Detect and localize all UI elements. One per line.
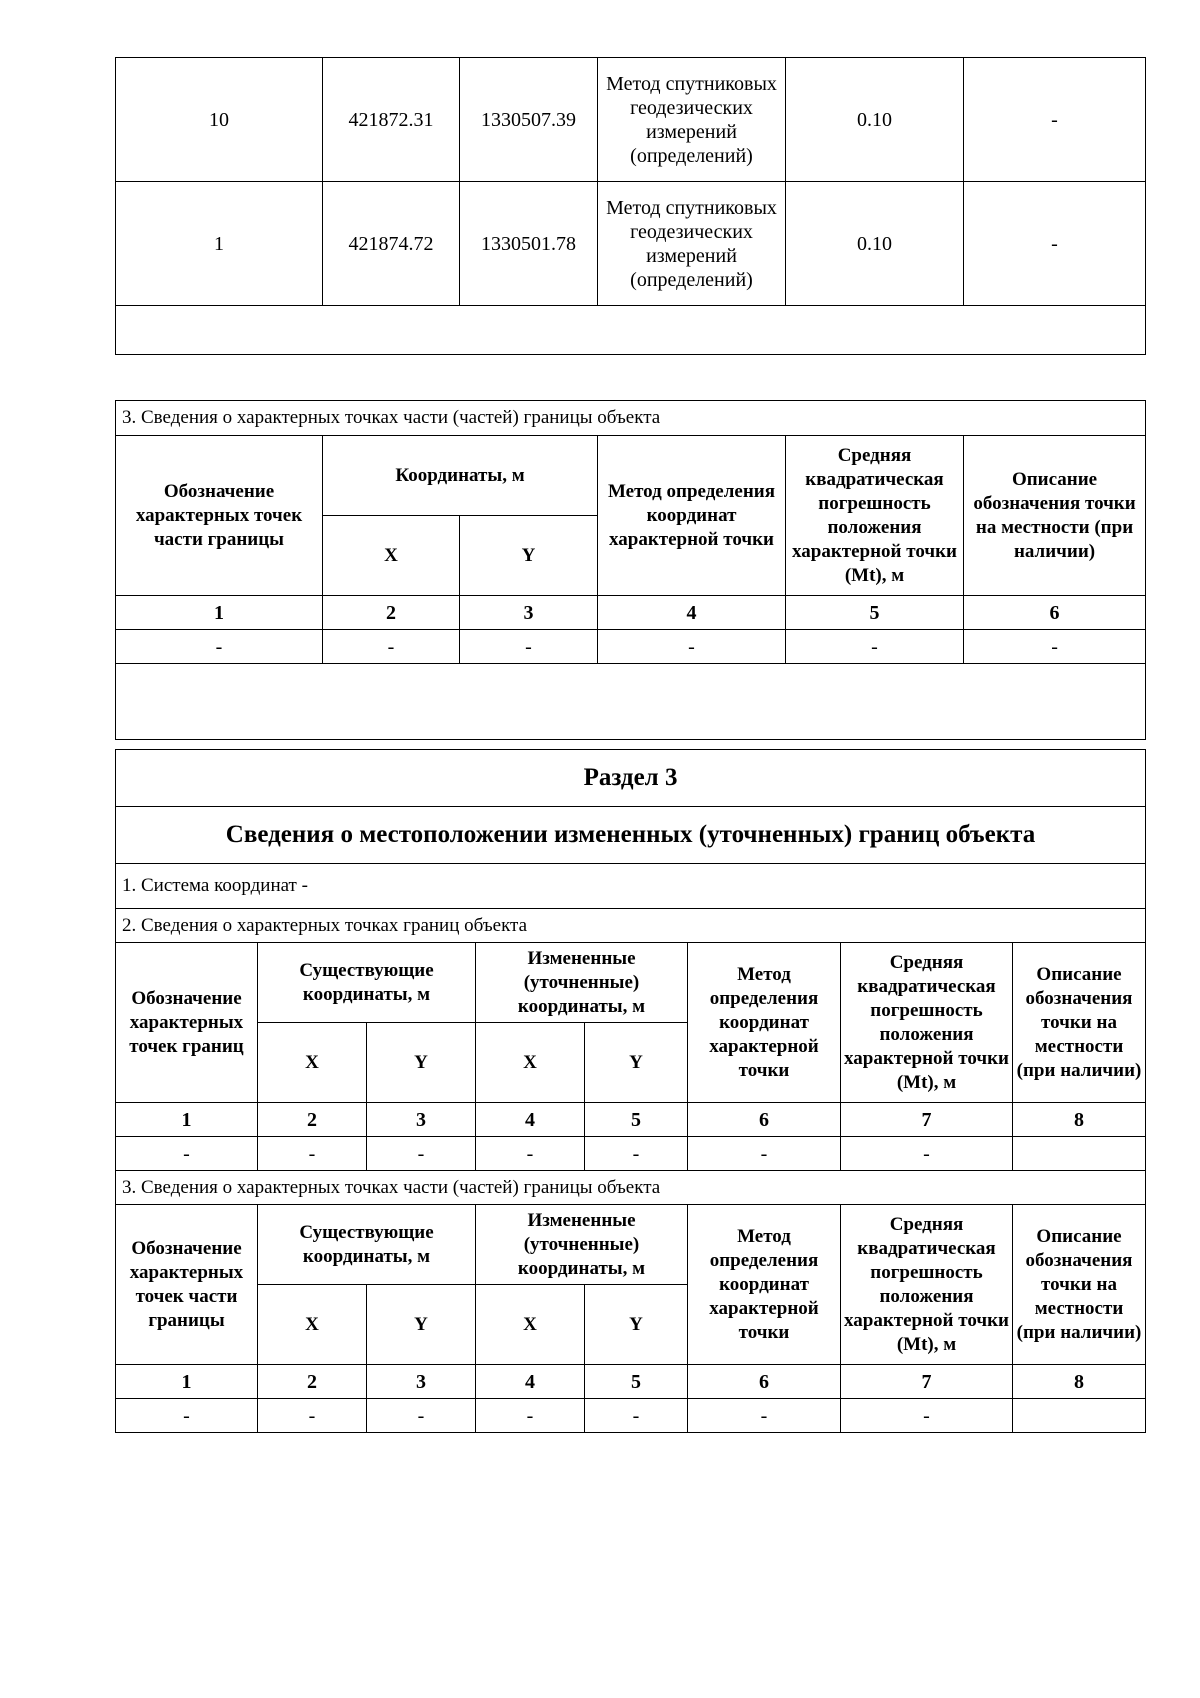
coord-y: 1330507.39 [460,58,598,182]
table-row [116,1399,1146,1433]
header-description: Описание обозначения точки на местности (при наличии) [964,436,1146,596]
method: Метод спутниковых геодезических измерений (определений) [598,182,786,306]
header-method: Метод определения координат характерной точки [688,1205,841,1365]
col-number: 2 [258,1365,367,1399]
table-row [116,630,1146,664]
empty-cell [116,306,1146,355]
coord-y: 1330501.78 [460,182,598,306]
cell-dash: - [460,630,598,664]
table-row [116,1137,1146,1171]
col-number: 4 [598,596,786,630]
header-description: Описание обозначения точки на местности (при наличии) [1013,1205,1146,1365]
header-method: Метод определения координат характерной точки [688,943,841,1103]
coord-x: 421874.72 [323,182,460,306]
header-coords: Координаты, м [323,436,598,516]
empty-row [116,306,1146,355]
point-number: 1 [116,182,323,306]
cell-dash: - [116,1399,258,1433]
header-y: Y [585,1285,688,1365]
cell-dash: - [841,1137,1013,1171]
header-y: Y [367,1023,476,1103]
points-title: 2. Сведения о характерных точках границ объекта [116,909,1146,943]
header-designation: Обозначение характерных точек части границы [116,436,323,596]
header-description: Описание обозначения точки на местности (при наличии) [1013,943,1146,1103]
header-existing-coords: Существующие координаты, м [258,1205,476,1285]
cell-dash: - [116,1137,258,1171]
col-number: 7 [841,1103,1013,1137]
cell-dash: - [367,1137,476,1171]
cell-dash: - [585,1399,688,1433]
col-number: 2 [323,596,460,630]
header-mt: Средняя квадратическая погрешность положения характерной точки (Mt), м [786,436,964,596]
col-number: 1 [116,596,323,630]
cell-dash: - [258,1137,367,1171]
header-designation: Обозначение характерных точек границ [116,943,258,1103]
col-number: 5 [786,596,964,630]
cell-empty [1013,1399,1146,1433]
cell-dash: - [598,630,786,664]
header-x: X [476,1285,585,1365]
part-table-title: 3. Сведения о характерных точках части (частей) границы объекта [116,401,1146,436]
description: - [964,58,1146,182]
mt-value: 0.10 [786,182,964,306]
header-changed-coords: Измененные (уточненные) координаты, м [476,1205,688,1285]
cell-dash: - [116,630,323,664]
points-continuation-table [115,57,1146,355]
cell-dash: - [476,1137,585,1171]
part-points-table [115,400,1146,740]
col-number: 1 [116,1103,258,1137]
column-numbers-row [116,596,1146,630]
section-title: Раздел 3 [116,750,1146,807]
cell-dash: - [323,630,460,664]
method: Метод спутниковых геодезических измерений (определений) [598,58,786,182]
cell-dash: - [964,630,1146,664]
cell-dash: - [367,1399,476,1433]
header-designation-part: Обозначение характерных точек части границы [116,1205,258,1365]
header-method: Метод определения координат характерной точки [598,436,786,596]
header-y: Y [460,516,598,596]
coord-x: 421872.31 [323,58,460,182]
cell-dash: - [258,1399,367,1433]
header-x: X [258,1023,367,1103]
col-number: 6 [964,596,1146,630]
table-row [116,58,1146,182]
col-number: 1 [116,1365,258,1399]
col-number: 4 [476,1103,585,1137]
column-numbers-row [116,1103,1146,1137]
cell-dash: - [688,1399,841,1433]
cell-dash: - [476,1399,585,1433]
part-points-title: 3. Сведения о характерных точках части (частей) границы объекта [116,1171,1146,1205]
point-number: 10 [116,58,323,182]
section3-table [115,749,1146,1433]
cell-dash: - [688,1137,841,1171]
col-number: 6 [688,1103,841,1137]
empty-cell [116,664,1146,740]
cell-empty [1013,1137,1146,1171]
col-number: 8 [1013,1103,1146,1137]
section-subtitle: Сведения о местоположении измененных (уточненных) границ объекта [116,807,1146,864]
column-numbers-row [116,1365,1146,1399]
header-x: X [323,516,460,596]
cell-dash: - [841,1399,1013,1433]
header-mt: Средняя квадратическая погрешность положения характерной точки (Mt), м [841,943,1013,1103]
col-number: 3 [460,596,598,630]
col-number: 6 [688,1365,841,1399]
coord-system: 1. Система координат - [116,864,1146,909]
header-mt: Средняя квадратическая погрешность положения характерной точки (Mt), м [841,1205,1013,1365]
col-number: 2 [258,1103,367,1137]
header-changed-coords: Измененные (уточненные) координаты, м [476,943,688,1023]
header-x: X [258,1285,367,1365]
table-row [116,182,1146,306]
col-number: 3 [367,1103,476,1137]
col-number: 8 [1013,1365,1146,1399]
col-number: 7 [841,1365,1013,1399]
header-existing-coords: Существующие координаты, м [258,943,476,1023]
header-x: X [476,1023,585,1103]
description: - [964,182,1146,306]
mt-value: 0.10 [786,58,964,182]
header-y: Y [585,1023,688,1103]
col-number: 5 [585,1103,688,1137]
col-number: 5 [585,1365,688,1399]
col-number: 4 [476,1365,585,1399]
col-number: 3 [367,1365,476,1399]
header-y: Y [367,1285,476,1365]
cell-dash: - [585,1137,688,1171]
empty-row [116,664,1146,740]
cell-dash: - [786,630,964,664]
